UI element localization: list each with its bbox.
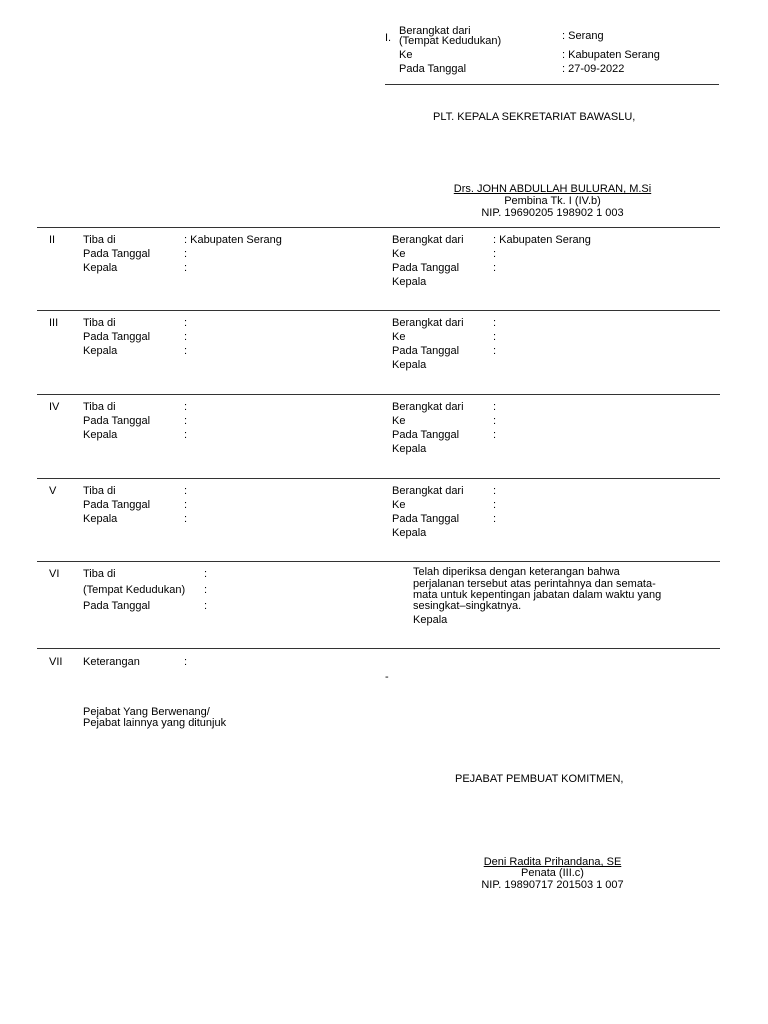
signer1-title: PLT. KEPALA SEKRETARIAT BAWASLU, [433,111,636,123]
section-number: III [49,317,59,329]
signer1-name: Drs. JOHN ABDULLAH BULURAN, M.Si [453,183,652,195]
keterangan-label: Keterangan [83,656,140,668]
divider [37,310,720,311]
pada-tanggal-label: Pada Tanggal [83,600,151,612]
pada-tanggal-colon: : [184,331,188,343]
pada-tanggal-label: Pada Tanggal [83,248,151,260]
kepala-colon: : [184,513,188,525]
kepala-label: Kepala [392,276,427,288]
tiba-di-label: Tiba di [83,568,116,580]
kepala-label: Kepala [392,359,427,371]
berangkat-dari-value: : Serang [562,30,604,42]
pada-tanggal-label: Pada Tanggal [392,513,460,525]
tempat-kedudukan-colon: : [204,584,208,596]
kepala-label: Kepala [392,527,427,539]
signer2-rank: Penata (III.c) [521,867,584,879]
kepala-label: Kepala [413,614,448,626]
kepala-colon: : [184,345,188,357]
tiba-di-value: : Kabupaten Serang [184,234,282,246]
ke-value: : Kabupaten Serang [562,49,660,61]
pada-tanggal-colon: : [204,600,208,612]
berangkat-dari-value: : [493,485,497,497]
verification-note-line: sesingkat–singkatnya. [413,600,522,612]
signer2-title: PEJABAT PEMBUAT KOMITMEN, [455,773,624,785]
tiba-di-value: : [184,401,188,413]
tiba-di-label: Tiba di [83,317,116,329]
kepala-colon: : [184,262,188,274]
pada-tanggal-colon: : [184,499,188,511]
section-number: II [49,234,56,246]
pada-tanggal-label: Pada Tanggal [392,262,460,274]
divider [37,648,720,649]
signer1-nip: NIP. 19690205 198902 1 003 [481,207,624,219]
section-number: VI [49,568,60,580]
pada-tanggal-colon: : [184,248,188,260]
verification-note-line: perjalanan tersebut atas perintahnya dan semata- [413,578,656,590]
ke-colon: : [493,331,497,343]
kepala-label: Kepala [392,443,427,455]
section-number: VII [49,656,63,668]
kepala-label: Kepala [83,429,118,441]
pada-tanggal-label: Pada Tanggal [83,499,151,511]
divider [385,84,719,85]
pejabat-line: Pejabat lainnya yang ditunjuk [83,717,227,729]
tiba-di-label: Tiba di [83,234,116,246]
divider [37,394,720,395]
kepala-label: Kepala [83,262,118,274]
signer1-rank: Pembina Tk. I (IV.b) [504,195,601,207]
pada-tanggal-colon: : [493,262,497,274]
keterangan-colon: : [184,656,188,668]
part1-number: I. [385,32,392,44]
berangkat-dari-value: : [493,317,497,329]
ke-label: Ke [392,331,406,343]
tiba-di-value: : [184,317,188,329]
divider [37,478,720,479]
tempat-kedudukan-label: (Tempat Kedudukan) [399,35,502,47]
tiba-di-label: Tiba di [83,401,116,413]
berangkat-dari-label: Berangkat dari [392,401,464,413]
signer2-name: Deni Radita Prihandana, SE [483,856,622,868]
berangkat-dari-label: Berangkat dari [392,317,464,329]
tiba-di-colon: : [204,568,208,580]
signer2-nip: NIP. 19890717 201503 1 007 [481,879,624,891]
pada-tanggal-colon: : [493,345,497,357]
ke-label: Ke [392,248,406,260]
kepala-label: Kepala [83,513,118,525]
section-number: V [49,485,57,497]
ke-label: Ke [392,499,406,511]
ke-colon: : [493,415,497,427]
pada-tanggal-colon: : [184,415,188,427]
tempat-kedudukan-label: (Tempat Kedudukan) [83,584,186,596]
verification-note-line: mata untuk kepentingan jabatan dalam waktu yang [413,589,662,601]
berangkat-dari-label: Berangkat dari [399,25,471,37]
pada-tanggal-value: : 27-09-2022 [562,63,625,75]
ke-colon: : [493,499,497,511]
pada-tanggal-label: Pada Tanggal [83,331,151,343]
dash-mark: - [385,671,389,683]
berangkat-dari-label: Berangkat dari [392,485,464,497]
berangkat-dari-label: Berangkat dari [392,234,464,246]
ke-colon: : [493,248,497,260]
tiba-di-label: Tiba di [83,485,116,497]
ke-label: Ke [392,415,406,427]
pada-tanggal-label: Pada Tanggal [392,345,460,357]
divider [37,561,720,562]
pada-tanggal-label: Pada Tanggal [392,429,460,441]
section-number: IV [49,401,60,413]
kepala-colon: : [184,429,188,441]
kepala-label: Kepala [83,345,118,357]
pada-tanggal-colon: : [493,429,497,441]
divider [37,227,720,228]
pada-tanggal-label: Pada Tanggal [399,63,467,75]
verification-note-line: Telah diperiksa dengan keterangan bahwa [413,566,620,578]
tiba-di-value: : [184,485,188,497]
pada-tanggal-label: Pada Tanggal [83,415,151,427]
berangkat-dari-value: : [493,401,497,413]
pejabat-line: Pejabat Yang Berwenang/ [83,706,210,718]
berangkat-dari-value: : Kabupaten Serang [493,234,591,246]
ke-label: Ke [399,49,413,61]
pada-tanggal-colon: : [493,513,497,525]
